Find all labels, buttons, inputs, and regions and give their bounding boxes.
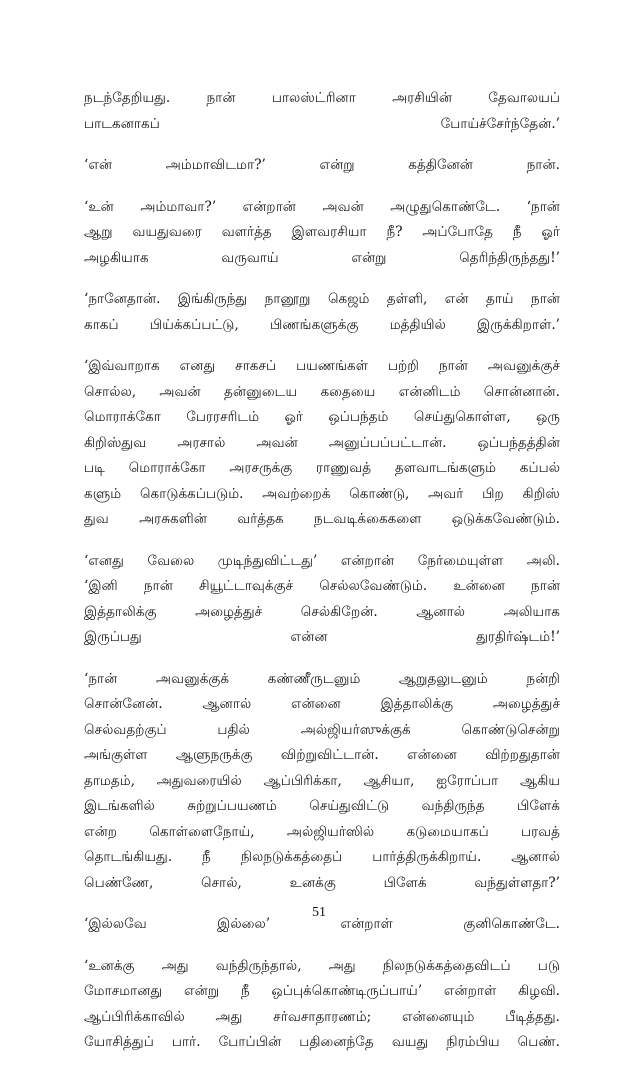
text-line: மொராக்கோ பேரரசரிடம் ஓர் ஒப்பந்தம் செய்துகொள்ள, ஒரு <box>84 409 560 425</box>
text-line: கிறிஸ்துவ அரசால் அவன் அனுப்பப்பட்டான். ஒப்பந்தத்தின் <box>84 434 560 451</box>
text-line: ‘உனக்கு அது வந்திருந்தால், அது நிலநடுக்கத்தைவிடப் படு <box>84 957 560 974</box>
text-line: களும் கொடுக்கப்படும். அவற்றைக் கொண்டு, அவர் பிற கிறிஸ் <box>84 485 560 502</box>
text-line: ஆப்பிரிக்காவில் அது சர்வசாதாரணம்; என்னையும் பீடித்தது. <box>84 1008 560 1025</box>
text-line: ‘எனது வேலை முடிந்துவிட்டது’ என்றான் நேர்மையுள்ள அலி. <box>84 552 560 569</box>
text-line: தாமதம், அதுவரையில் ஆப்பிரிக்கா, ஆசியா, ஐரோப்பா ஆகிய <box>84 772 560 789</box>
text-line: ஆறு வயதுவரை வளர்த்த இளவரசியா நீ? அப்போதே நீ ஓர் <box>84 224 560 240</box>
text-line: இடங்களில் சுற்றுப்பயணம் செய்துவிட்டு வந்திருந்த பிளேக் <box>84 798 560 814</box>
text-line: நடந்தேறியது. நான் பாலஸ்ட்ரினா அரசியின் தேவாலயப் <box>84 90 560 106</box>
text-line: அங்குள்ள ஆளுநருக்கு விற்றுவிட்டான். என்னை விற்றதுதான் <box>84 747 560 763</box>
text-line: என்ற கொள்ளைநோய், அல்ஜியர்ஸில் கடுமையாகப் பரவத் <box>84 823 560 840</box>
paragraph <box>84 549 560 651</box>
text-line: ‘இல்லவே இல்லை’ என்றாள் குனிகொண்டே. <box>84 916 560 932</box>
text-line: துவ அரசுகளின் வர்த்தக நடவடிக்கைகளை ஒடுக்கவேண்டும். <box>84 511 560 527</box>
paragraph <box>84 667 560 897</box>
text-line: ‘நான் அவனுக்குக் கண்ணீருடனும் ஆறுதலுடனும் நன்றி <box>84 670 560 687</box>
text-line: மோசமானது என்று நீ ஒப்புக்கொண்டிருப்பாய்’ என்றாள் கிழவி. <box>84 983 560 999</box>
text-line: அழகியாக வருவாய் என்று தெரிந்திருந்தது!’ <box>84 249 560 266</box>
text-line: ‘உன் அம்மாவா?’ என்றான் அவன் அழுதுகொண்டே. ‘நான் <box>84 198 560 215</box>
paragraph <box>84 86 560 137</box>
text-line: காகப் பிய்க்கப்பட்டு, பிணங்களுக்கு மத்தியில் இருக்கிறாள்.’ <box>84 316 560 333</box>
paragraph <box>84 153 560 179</box>
text-line: சொன்னேன். ஆனால் என்னை இத்தாலிக்கு அழைத்துச் <box>84 696 560 712</box>
text-line: தொடங்கியது. நீ நிலநடுக்கத்தைப் பார்த்திருக்கிறாய். ஆனால் <box>84 849 560 865</box>
text-line: பாடகனாகப் போய்ச்சேர்ந்தேன்.’ <box>84 115 560 132</box>
text-line: செல்வதற்குப் பதில் அல்ஜியர்ஸுக்குக் கொண்டுசென்று <box>84 721 560 738</box>
paragraph <box>84 287 560 338</box>
paragraph <box>84 195 560 272</box>
text-line: ‘என் அம்மாவிடமா?’ என்று கத்தினேன் நான். <box>84 157 560 173</box>
text-line: பெண்ணே, சொல், உனக்கு பிளேக் வந்துள்ளதா?’ <box>84 874 560 891</box>
text-line: படி மொராக்கோ அரசருக்கு ராணுவத் தளவாடங்களும் கப்பல் <box>84 460 560 476</box>
page-body <box>84 86 560 1072</box>
text-line: ‘இனி நான் சியூட்டாவுக்குச் செல்லவேண்டும். உன்னை நான் <box>84 578 560 594</box>
text-line: ‘நானேதான். இங்கிருந்து நானூறு கெஜம் தள்ளி, என் தாய் நான் <box>84 291 560 307</box>
text-line: யோசித்துப் பார். போப்பின் பதினைந்தே வயது நிரம்பிய பெண். <box>84 1034 560 1050</box>
paragraph <box>84 354 560 533</box>
text-line: ‘இவ்வாறாக எனது சாகசப் பயணங்கள் பற்றி நான் அவனுக்குச் <box>84 358 560 374</box>
text-line: இருப்பது என்ன துரதிர்ஷ்டம்!’ <box>84 629 560 645</box>
page-number: 51 <box>312 905 326 920</box>
paragraph <box>84 954 560 1056</box>
text-line: இத்தாலிக்கு அழைத்துச் செல்கிறேன். ஆனால் அலியாக <box>84 603 560 620</box>
text-line: சொல்ல, அவன் தன்னுடைய கதையை என்னிடம் சொன்னான். <box>84 383 560 400</box>
